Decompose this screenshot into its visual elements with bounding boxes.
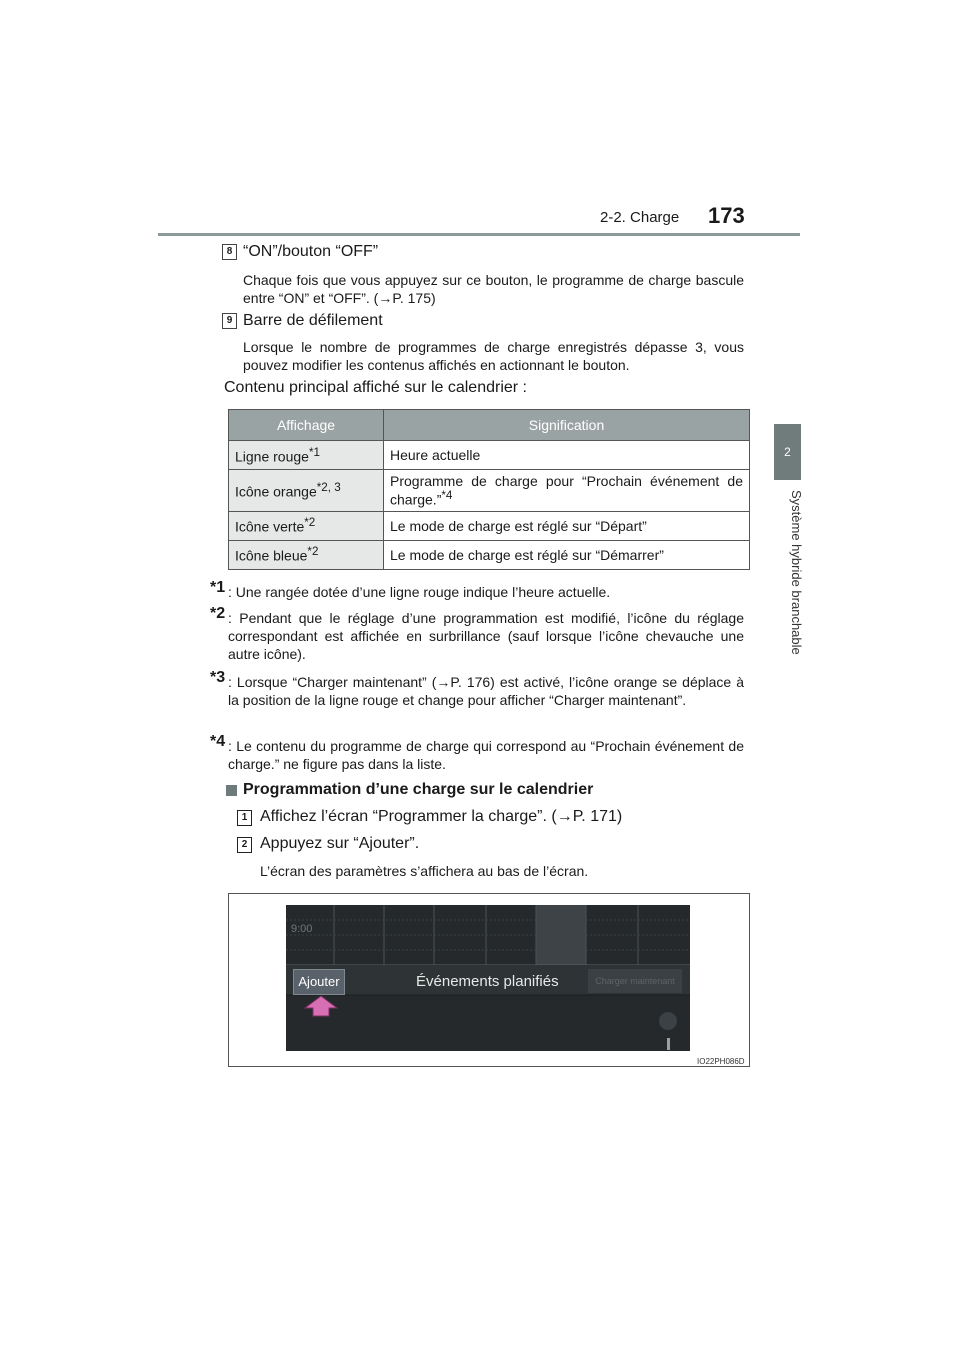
footnote-mark: *3 xyxy=(210,669,226,686)
section-title: 2-2. Charge xyxy=(600,209,680,226)
pointer-arrow-icon xyxy=(304,995,338,1017)
table-header-meaning: Signification xyxy=(384,410,750,441)
header-rule xyxy=(158,233,800,236)
table-row xyxy=(229,511,750,540)
table-cell-meaning: Programme de charge pour “Prochain événement de charge.”$^{*4}$ xyxy=(384,470,750,512)
time-label: 9:00 xyxy=(291,923,313,935)
add-button[interactable]: Ajouter xyxy=(293,969,345,995)
item-description-scrollbar: Lorsque le nombre de programmes de charge enregistrés dépasse 3, vous pouvez modifier les contenus affichés en actionnant le bouton. xyxy=(243,339,744,373)
charge-now-button[interactable]: Charger maintenant xyxy=(588,969,682,993)
footnote-mark: *4 xyxy=(210,733,226,750)
item-description-on-off: Chaque fois que vous appuyez sur ce bouton, le programme de charge bascule entre “ON” et “OFF”. (→P. 175) xyxy=(243,272,744,306)
table-cell-meaning: Heure actuelle xyxy=(384,441,750,470)
footnote-mark: *1 xyxy=(210,579,226,596)
table-header-display: Affichage xyxy=(229,410,384,441)
table-cell-display: Ligne rouge$^{*1}$ xyxy=(229,441,384,470)
table-cell-meaning: Le mode de charge est réglé sur “Départ” xyxy=(384,511,750,540)
display-screen xyxy=(286,905,690,1051)
table-cell-display: Icône bleue$^{*2}$ xyxy=(229,540,384,569)
footnote-text: : Une rangée dotée d’une ligne rouge indique l’heure actuelle. xyxy=(228,584,611,600)
footnote-text: : Pendant que le réglage d’une programmation est modifié, l’icône du réglage correspondant est affichée en surbrillance (sauf lorsque l’icône chevauche une autre icône). xyxy=(228,610,744,662)
table-row xyxy=(229,441,750,470)
table-cell-display: Icône orange$^{*2, 3}$ xyxy=(229,470,384,512)
section-square-icon xyxy=(226,785,237,796)
chapter-tab: 2 xyxy=(774,424,801,480)
step-text: Appuyez sur “Ajouter”. xyxy=(260,835,420,852)
footnote-text: : Le contenu du programme de charge qui correspond au “Prochain événement de charge.” ne figure pas dans la liste. xyxy=(228,738,744,772)
page-number: 173 xyxy=(708,203,745,228)
item-title-on-off: “ON”/bouton “OFF” xyxy=(243,243,379,260)
calendar-legend-table xyxy=(228,409,750,570)
item-number-9: 9 xyxy=(222,313,237,329)
step-number-2: 2 xyxy=(237,837,252,853)
table-intro: Contenu principal affiché sur le calendrier : xyxy=(224,379,527,396)
table-row xyxy=(229,470,750,512)
figure-id: IO22PH086D xyxy=(697,1057,745,1066)
footnote-mark: *2 xyxy=(210,605,226,622)
item-title-scrollbar: Barre de défilement xyxy=(243,312,383,329)
chapter-label: Système hybride branchable xyxy=(789,490,804,655)
table-row xyxy=(229,540,750,569)
step-note: L’écran des paramètres s’affichera au bas de l’écran. xyxy=(260,863,589,879)
item-number-8: 8 xyxy=(222,244,237,260)
subsection-title: Programmation d’une charge sur le calendrier xyxy=(243,781,594,798)
footnote-text: : Lorsque “Charger maintenant” (→P. 176) est activé, l’icône orange se déplace à la position de la ligne rouge et change pour afficher “Charger maintenant”. xyxy=(228,674,744,708)
step-number-1: 1 xyxy=(237,810,252,826)
table-cell-meaning: Le mode de charge est réglé sur “Démarrer” xyxy=(384,540,750,569)
scheduled-events-title: Événements planifiés xyxy=(416,973,559,990)
step-text: Affichez l’écran “Programmer la charge”. (→P. 171) xyxy=(260,808,623,825)
table-cell-display: Icône verte$^{*2}$ xyxy=(229,511,384,540)
